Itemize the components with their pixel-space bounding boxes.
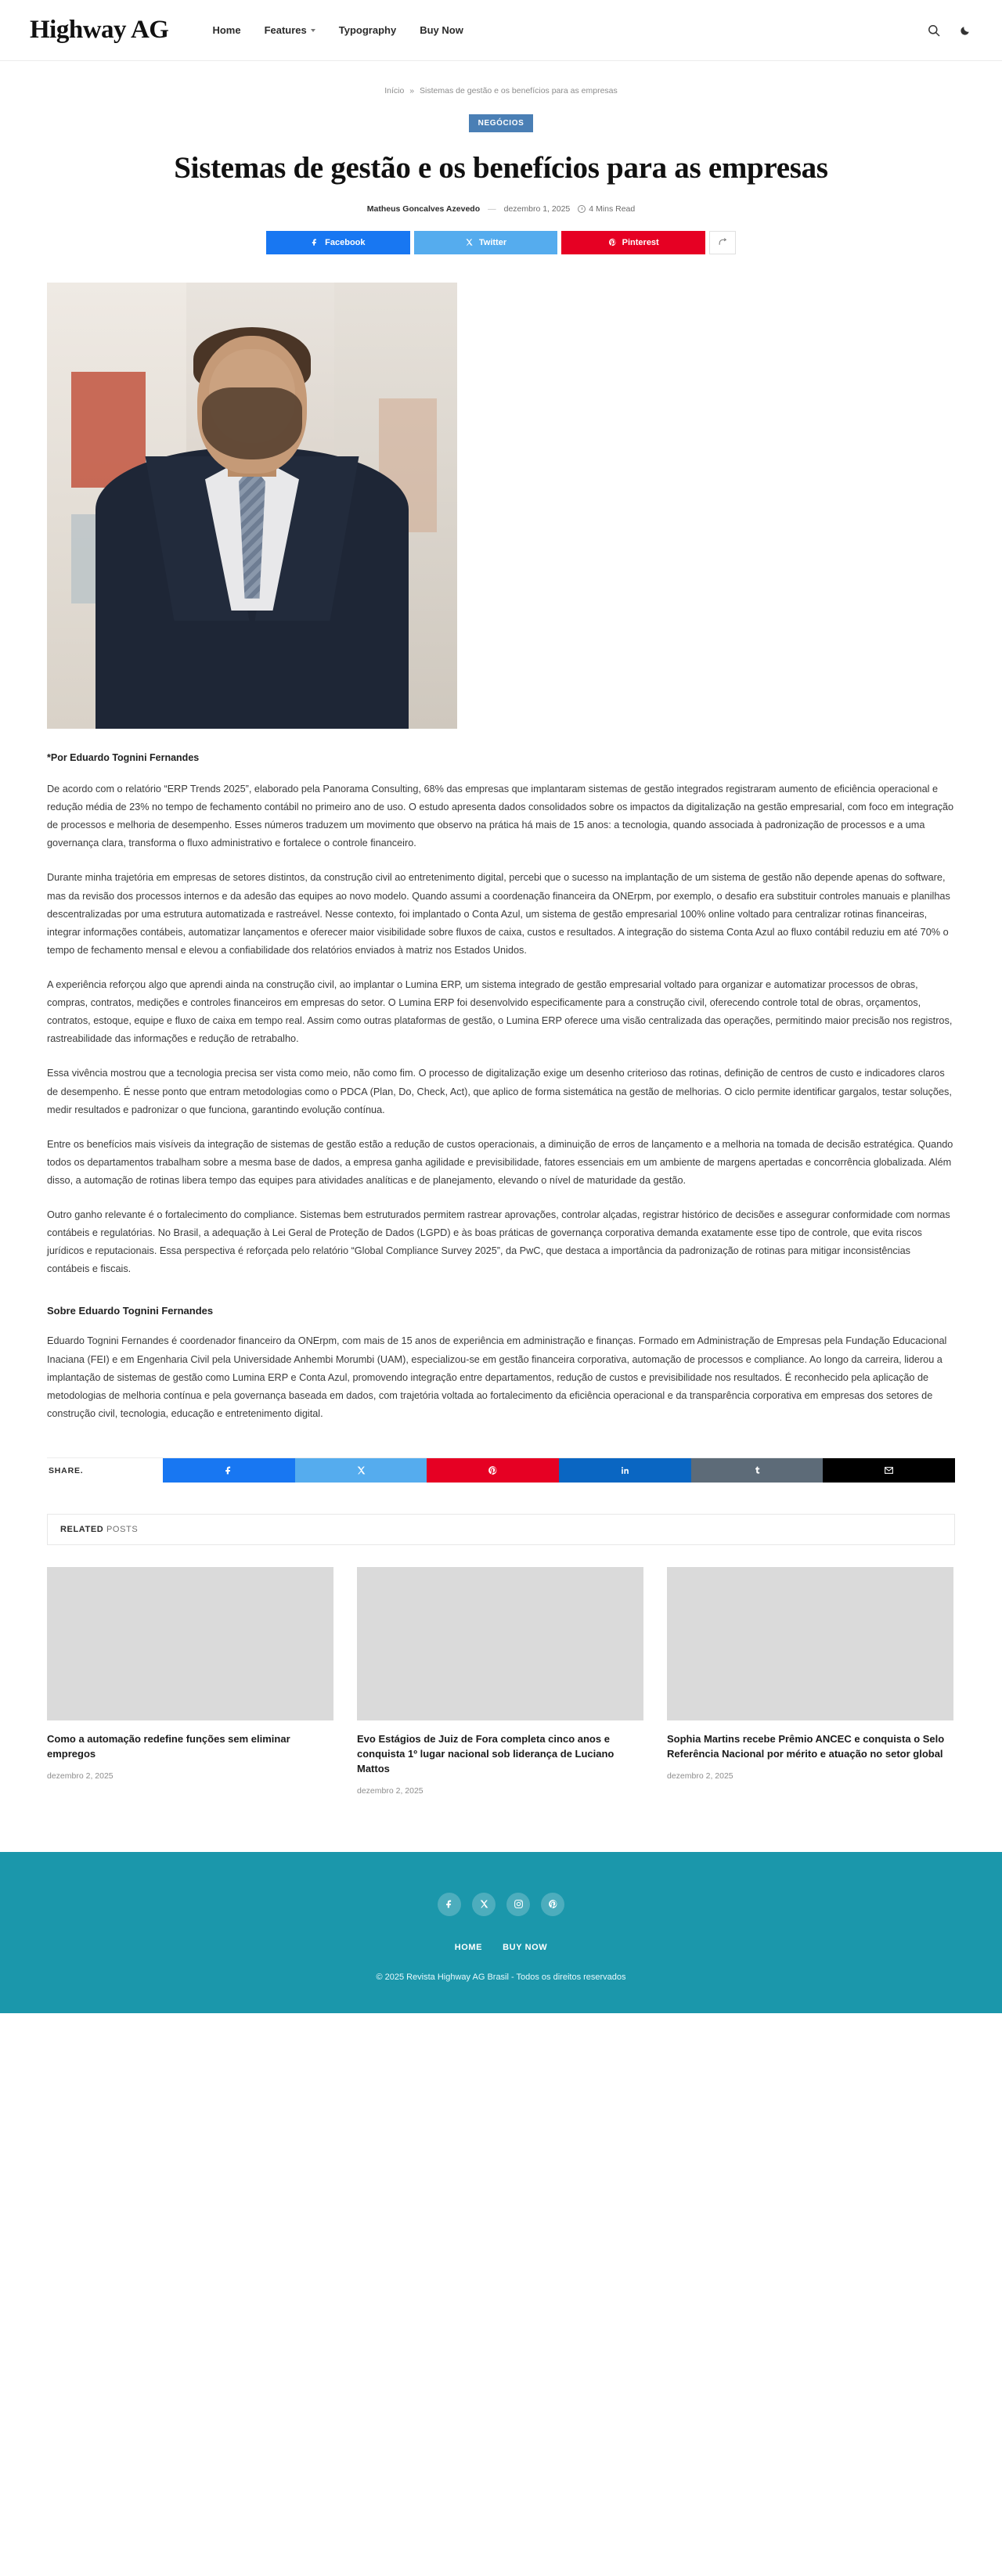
- meta-dash: —: [488, 204, 496, 214]
- list-item[interactable]: [357, 1567, 643, 1796]
- nav-label: Buy Now: [420, 24, 463, 36]
- portrait-photo: [47, 283, 457, 729]
- share-pinterest-button[interactable]: [427, 1458, 559, 1483]
- footer-nav-home[interactable]: HOME: [454, 1942, 483, 1952]
- about-author-text: Eduardo Tognini Fernandes é coordenador financeiro da ONErpm, com mais de 15 anos de experiência em administração e finanças. Formado em Administração de Empresas pela Fundação Educacional Inaciana (FEI) e em Engenharia Civil pela Universidade Anhembi Morumbi (UAM), especializou-se em gestão financeira corporativa, automação de processos e compliance. Ao longo da carreira, liderou a implantação de sistemas de gestão como Lumina ERP e Conta Azul, promovendo integração entre departamentos, redução de custos e previsibilidade nos resultados. É reconhecido pela aplicação de metodologias de melhoria contínua e pela governança baseada em dados, com trajetória voltada ao fortalecimento da eficiência operacional e da transparência corporativa em empresas dos setores de construção civil, tecnologia, educação e entretenimento digital.: [47, 1335, 947, 1419]
- post-author[interactable]: Matheus Goncalves Azevedo: [366, 204, 481, 214]
- breadcrumb-current: Sistemas de gestão e os benefícios para as empresas: [420, 86, 618, 95]
- share-label: SHARE.: [49, 1465, 84, 1475]
- pinterest-icon[interactable]: [541, 1893, 564, 1916]
- share-pinterest-button[interactable]: [561, 231, 705, 254]
- hero-image: [47, 283, 457, 729]
- related-heading-light: POSTS: [106, 1525, 139, 1535]
- article-paragraph: Outro ganho relevante é o fortalecimento do compliance. Sistemas bem estruturados permitem rastrear aprovações, controlar alçadas, registrar histórico de decisões e assegurar conformidade com normas contábeis e regulatórias. No Brasil, a adequação à Lei Geral de Proteção de Dados (LGPD) e às boas práticas de governança corporativa demanda exatamente esse tipo de controle, que evita riscos jurídicos e reputacionais. Essa perspectiva é reforçada pelo relatório “Global Compliance Survey 2025”, da PwC, que destaca a importância da padronização de rotinas para mitigar inconsistências contábeis e fiscais.: [47, 1209, 950, 1275]
- clock-icon: [578, 205, 586, 213]
- related-date: dezembro 2, 2025: [357, 1785, 424, 1796]
- nav-label: Home: [212, 24, 241, 36]
- pinterest-icon: [608, 238, 617, 247]
- share-facebook-button[interactable]: [163, 1458, 295, 1483]
- related-title[interactable]: Como a automação redefine funções sem eliminar empregos: [47, 1733, 290, 1760]
- list-item[interactable]: [667, 1567, 953, 1796]
- twitter-x-icon[interactable]: [472, 1893, 496, 1916]
- share-label: Facebook: [325, 237, 366, 247]
- instagram-icon[interactable]: [506, 1893, 530, 1916]
- email-icon: [884, 1465, 894, 1475]
- twitter-x-icon: [356, 1465, 366, 1475]
- share-bar: [163, 1458, 955, 1483]
- facebook-icon: [311, 238, 319, 247]
- nav-item-typography[interactable]: [339, 24, 396, 36]
- share-buttons-top: [266, 231, 736, 254]
- related-date: dezembro 2, 2025: [47, 1771, 114, 1781]
- dark-mode-icon[interactable]: [958, 23, 972, 38]
- footer-copyright: © 2025 Revista Highway AG Brasil - Todos os direitos reservados: [376, 1972, 626, 1982]
- share-twitter-button[interactable]: [295, 1458, 427, 1483]
- chevron-down-icon: [311, 29, 315, 32]
- breadcrumb-separator: »: [409, 86, 415, 95]
- share-linkedin-button[interactable]: [559, 1458, 691, 1483]
- category-badge[interactable]: NEGÓCIOS: [469, 114, 534, 132]
- article-paragraph: Durante minha trajetória em empresas de setores distintos, da construção civil ao entretenimento digital, percebi que o sucesso na implantação de um sistema de gestão não depende apenas do software, mas da revisão dos processos internos e da adesão das equipes ao novo modelo. Quando assumi a coordenação financeira da ONErpm, por exemplo, o desafio era substituir controles manuais e planilhas descentralizadas por uma estrutura automatizada e rastreável. Nesse contexto, foi implantado o Conta Azul, um sistema de gestão empresarial 100% online voltado para centralizar rotinas financeiras, integrar informações contábeis, automatizar lançamentos e oferecer maior visibilidade sobre fluxos de caixa, custos e resultados. A integração do sistema Conta Azul ao fluxo contábil reduziu em até 70% o tempo de fechamento mensal e elevou a confiabilidade dos relatórios enviados à matriz nos Estados Unidos.: [47, 872, 950, 956]
- footer-social: [0, 1893, 1002, 1916]
- article-paragraph: Essa vivência mostrou que a tecnologia precisa ser vista como meio, não como fim. O processo de digitalização exige um desenho criterioso das rotinas, definição de centros de custo e indicadores claros de desempenho. É nesse ponto que entram metodologias como o PDCA (Plan, Do, Check, Act), que aplico de forma sistemática na gestão de melhorias. O ciclo permite identificar gargalos, testar soluções, medir resultados e padronizar o que funciona, garantindo evolução contínua.: [47, 1068, 952, 1115]
- article-paragraph: De acordo com o relatório “ERP Trends 2025”, elaborado pela Panorama Consulting, 68% das empresas que implantaram sistemas de gestão integrados registraram aumento de eficiência operacional e redução média de 23% no tempo de fechamento contábil no primeiro ano de uso. O estudo apresenta dados consolidados sobre os impactos da digitalização na gestão empresarial, com foco em integração de processos e melhoria de desempenho. Esses números traduzem um movimento que observo na prática há mais de 15 anos: a tecnologia, quando associada à padronização de processos e a uma governança clara, transforma o fluxo administrativo e fortalece o controle financeiro.: [47, 783, 954, 849]
- related-thumbnail: [667, 1567, 953, 1720]
- post-meta: [0, 204, 1002, 214]
- site-header: [0, 0, 1002, 61]
- related-thumbnail: [357, 1567, 643, 1720]
- related-thumbnail: [47, 1567, 333, 1720]
- twitter-x-icon: [465, 238, 474, 247]
- post-date: dezembro 1, 2025: [503, 204, 571, 214]
- page-title: Sistemas de gestão e os benefícios para as empresas: [174, 151, 828, 185]
- related-title[interactable]: Evo Estágios de Juiz de Fora completa cinco anos e conquista 1º lugar nacional sob liderança de Luciano Mattos: [357, 1733, 615, 1774]
- share-email-button[interactable]: [823, 1458, 955, 1483]
- article-content: [47, 283, 955, 1423]
- site-logo[interactable]: Highway AG: [30, 16, 169, 44]
- share-arrow-icon[interactable]: [709, 231, 736, 254]
- category-wrap: [0, 114, 1002, 132]
- nav-item-home[interactable]: [212, 24, 240, 36]
- breadcrumb: [0, 61, 1002, 95]
- article-paragraph: Entre os benefícios mais visíveis da integração de sistemas de gestão estão a redução de custos operacionais, a diminuição de erros de lançamento e a melhoria na tomada de decisão estratégica. Quando todos os departamentos trabalham sobre a mesma base de dados, a empresa ganha agilidade e previsibilidade, fatores essenciais em um ambiente de margens apertadas e concorrência globalizada. Além disso, a automação de rotinas libera tempo das equipes para atividades analíticas e de planejamento, elevando o nível de maturidade da gestão.: [47, 1138, 953, 1186]
- nav-item-buy-now[interactable]: [420, 24, 463, 36]
- related-grid: [47, 1545, 955, 1796]
- header-actions: [927, 23, 972, 38]
- facebook-icon: [224, 1465, 234, 1475]
- related-posts-heading: [48, 1515, 954, 1545]
- footer-nav-buy-now[interactable]: BUY NOW: [503, 1942, 548, 1952]
- nav-label: Features: [264, 24, 307, 36]
- share-section-bottom: [47, 1457, 955, 1483]
- main-nav: [212, 24, 463, 36]
- nav-item-features[interactable]: [265, 24, 315, 36]
- read-time: [578, 204, 635, 214]
- breadcrumb-home[interactable]: Início: [384, 86, 405, 95]
- article-paragraph: A experiência reforçou algo que aprendi ainda na construção civil, ao implantar o Lumina ERP, um sistema integrado de gestão empresarial voltado para organizar e automatizar processos de obras, compras, contratos, medições e controles financeiros em empresas do setor. O Lumina ERP foi desenvolvido especificamente para a construção civil, oferecendo controle total de obras, orçamentos, contratos, estoque, equipe e fluxo de caixa em tempo real. Assim como outras plataformas de gestão, o Lumina ERP oferece uma visão centralizada das operações, permitindo maior precisão nos registros, rastreabilidade das informações e redução de retrabalho.: [47, 978, 953, 1045]
- linkedin-icon: [620, 1465, 630, 1475]
- share-twitter-button[interactable]: [414, 231, 558, 254]
- site-footer: [0, 1852, 1002, 2013]
- footer-nav: [0, 1943, 1002, 1952]
- share-label: Twitter: [478, 237, 507, 247]
- related-date: dezembro 2, 2025: [667, 1771, 733, 1781]
- list-item[interactable]: [47, 1567, 333, 1796]
- share-label: Pinterest: [622, 237, 659, 247]
- search-icon[interactable]: [927, 23, 941, 38]
- pinterest-icon: [488, 1465, 498, 1475]
- read-time-label: 4 Mins Read: [589, 204, 636, 214]
- tumblr-icon: [752, 1465, 762, 1475]
- article-byline: *Por Eduardo Tognini Fernandes: [47, 751, 200, 763]
- share-tumblr-button[interactable]: [691, 1458, 824, 1483]
- facebook-icon[interactable]: [438, 1893, 461, 1916]
- related-posts-section: [47, 1514, 955, 1545]
- nav-label: Typography: [338, 24, 397, 36]
- related-grid-wrap: [47, 1545, 955, 1796]
- share-facebook-button[interactable]: [266, 231, 410, 254]
- related-heading-bold: RELATED: [60, 1525, 104, 1535]
- related-title[interactable]: Sophia Martins recebe Prêmio ANCEC e conquista o Selo Referência Nacional por mérito e atuação no setor global: [667, 1733, 945, 1760]
- about-author-heading: Sobre Eduardo Tognini Fernandes: [47, 1305, 214, 1317]
